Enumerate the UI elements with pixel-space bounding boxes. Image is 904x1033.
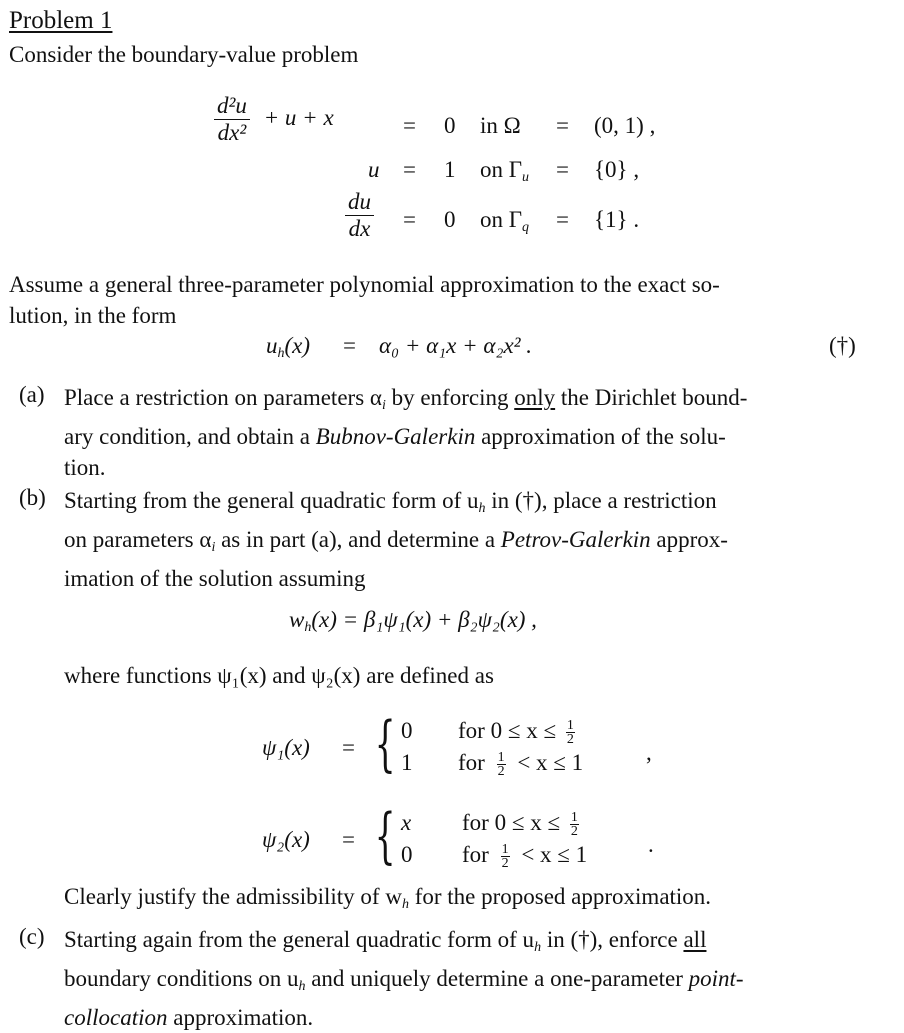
bvp-row-1-rhs: 0	[444, 113, 456, 138]
problem-title: Problem 1	[9, 7, 113, 34]
intro-text: Consider the boundary-value problem	[9, 42, 359, 67]
psi1-brace: {	[374, 709, 396, 779]
bvp-row-1-set: (0, 1) ,	[594, 113, 656, 138]
bvp-row-1-eq: =	[403, 113, 416, 138]
psi2-cond-1: for 0 ≤ x ≤ $\frac{1}{2}$	[462, 810, 578, 840]
bvp-row-1-eq2: =	[556, 113, 569, 138]
part-b-text: Starting from the general quadratic form of $u_h$ in (†), place a restriction on parameters $\alpha_i$ as in part (a), and determine a Petrov-Galerkin approx- imation of the solution assuming	[64, 488, 728, 591]
bvp-row-2-eq2: =	[556, 157, 569, 182]
part-b-label: (b)	[19, 485, 46, 510]
psi2-brace: {	[374, 801, 396, 871]
psi2-end: .	[648, 832, 654, 857]
bvp-row-3-eq: =	[403, 207, 416, 232]
bvp-row-1-domain: in Ω	[480, 113, 521, 138]
bvp-row-2-rhs: 1	[444, 157, 456, 182]
du-dx-fraction: $\frac{du}{dx}$	[345, 189, 374, 242]
psi1-cond-1: for 0 ≤ x ≤ $\frac{1}{2}$	[458, 718, 574, 748]
bvp-row-3-domain: on $\Gamma_q$	[480, 207, 530, 235]
psi1-val-1: 0	[401, 718, 413, 743]
part-c-text: Starting again from the general quadratic form of $u_h$ in (†), enforce all boundary conditions on $u_h$ and uniquely determine a one-parameter point- collocation approximation.	[64, 927, 744, 1030]
where-text: where functions ψ₁(x) and ψ₂(x) are defined as	[64, 663, 494, 688]
assume-paragraph: Assume a general three-parameter polynomial approximation to the exact so- lution, in the form	[9, 272, 720, 328]
psi2-val-2: 0	[401, 842, 413, 867]
bvp-row-3-eq2: =	[556, 207, 569, 232]
psi1-end: ,	[646, 740, 652, 765]
bvp-row-2-lhs: u	[368, 157, 380, 182]
bvp-row-3-rhs: 0	[444, 207, 456, 232]
equation-tag-dagger: (†)	[829, 333, 856, 358]
uh-rhs: α₀ + α₁x + α₂x² .	[379, 333, 533, 358]
bvp-row-1: $\frac{\text{d²u}}{\text{dx²}}$ + u + x	[214, 93, 334, 146]
bvp-row-3-set: {1} .	[594, 207, 640, 232]
wh-equation: $w_h(x) = \beta_1\psi_1(x) + \beta_2\psi_2(x)$ ,	[289, 607, 537, 635]
psi1-lhs: ψ₁(x)	[262, 735, 310, 760]
psi1-cond-2: for $\frac{1}{2}$ < x ≤ 1	[458, 750, 584, 780]
bvp-row-2-domain: on $\Gamma_u$	[480, 157, 530, 185]
part-a-text: Place a restriction on parameters $\alpha_i$ by enforcing only the Dirichlet bound- ary condition, and obtain a Bubnov-Galerkin approximation of the solu- tion.	[64, 385, 748, 480]
psi2-lhs: ψ₂(x)	[262, 827, 310, 852]
psi2-eq: =	[342, 827, 355, 852]
bvp-row-3-lhs	[345, 189, 374, 242]
uh-eq-sign: =	[343, 333, 356, 358]
psi1-eq: =	[342, 735, 355, 760]
psi2-cond-2: for $\frac{1}{2}$ < x ≤ 1	[462, 842, 588, 872]
psi2-val-1: x	[401, 810, 412, 835]
bvp-row-2-set: {0} ,	[594, 157, 640, 182]
justify-text: Clearly justify the admissibility of $w_h$ for the proposed approximation.	[64, 884, 712, 912]
uh-lhs: $u_h(x)$	[266, 333, 311, 361]
d2u-fraction: $\frac{\text{d²u}}{\text{dx²}}$	[214, 93, 250, 146]
part-a-label: (a)	[19, 382, 45, 407]
bvp-row-2-eq: =	[403, 157, 416, 182]
part-c-label: (c)	[19, 924, 45, 949]
psi1-val-2: 1	[401, 750, 413, 775]
